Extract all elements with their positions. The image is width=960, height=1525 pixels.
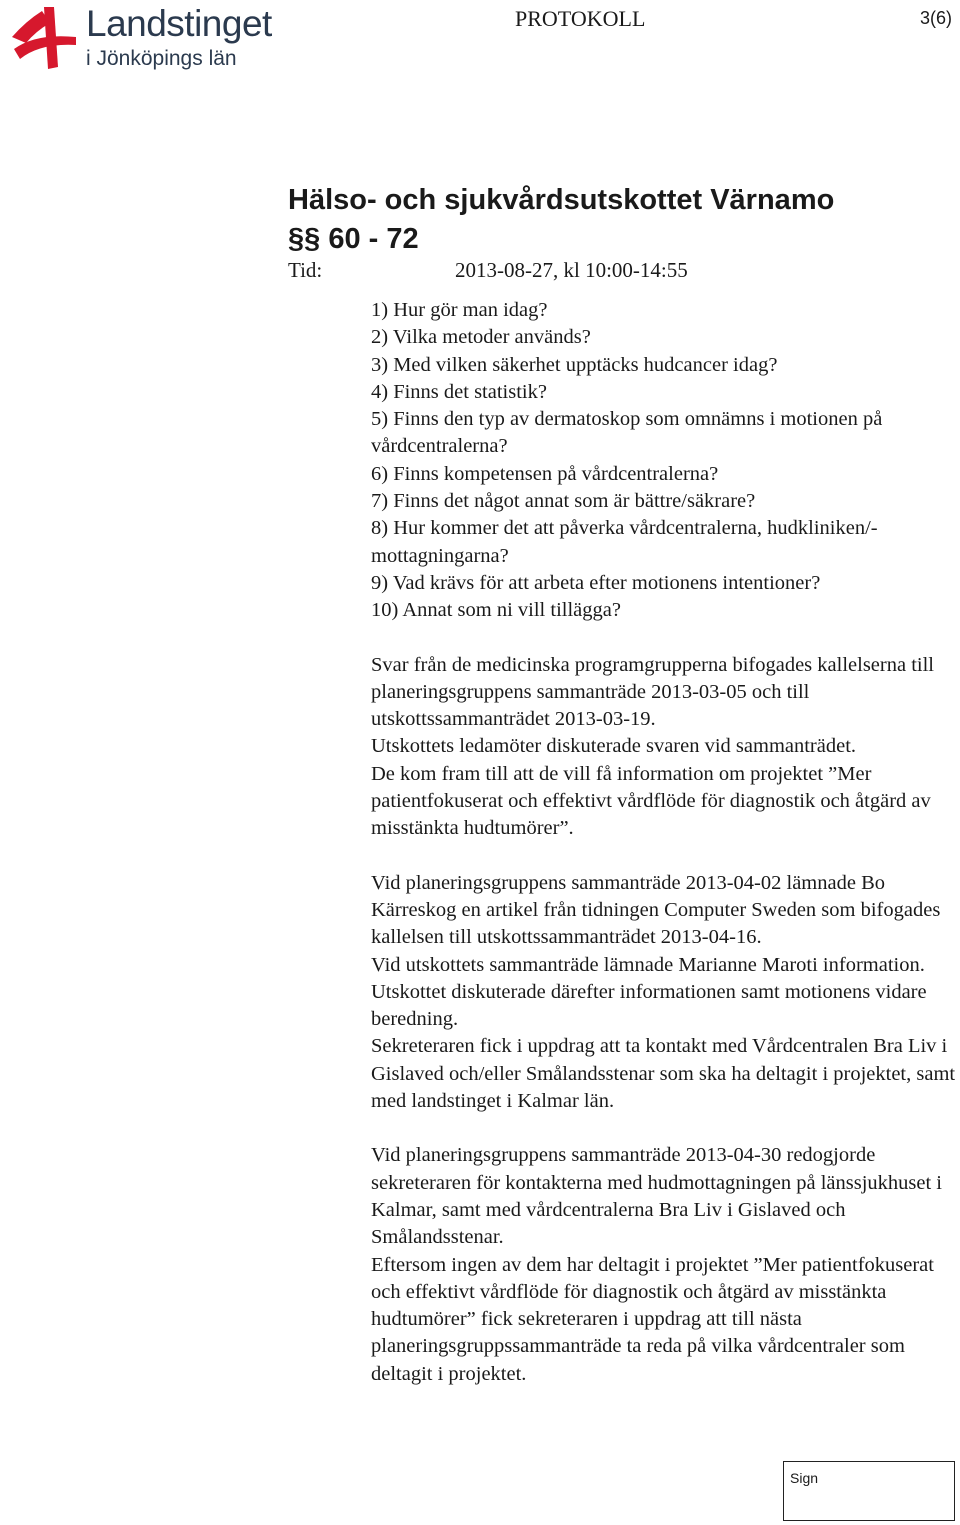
sign-label: Sign (790, 1470, 819, 1486)
question-item: 10) Annat som ni vill tillägga? (371, 599, 621, 622)
question-item: 8) Hur kommer det att påverka vårdcentralerna, hudkliniken/-mottagningarna? (371, 517, 878, 567)
question-list (371, 297, 956, 625)
paragraph: Vid planeringsgruppens sammanträde 2013-04-02 lämnade Bo Kärreskog en artikel från tidningen Computer Sweden som bifogades kallelsen till utskottssammanträdet 2013-04-16. (371, 871, 941, 949)
question-item: 7) Finns det något annat som är bättre/säkrare? (371, 490, 756, 513)
question-item: 2) Vilka metoder används? (371, 326, 591, 349)
question-item: 9) Vad krävs för att arbeta efter motionens intentioner? (371, 571, 821, 594)
question-item: 4) Finns det statistik? (371, 380, 547, 403)
paragraph: Vid utskottets sammanträde lämnade Marianne Maroti information. Utskottet diskuterade därefter informationen samt motionens vidare beredning. (371, 953, 927, 1031)
logo-mark-icon (6, 3, 80, 71)
logo-region: i Jönköpings län (86, 47, 237, 70)
landstinget-logo (6, 3, 326, 73)
time-value: 2013-08-27, kl 10:00-14:55 (455, 258, 688, 282)
document-body (371, 297, 956, 1388)
paragraph: Vid planeringsgruppens sammanträde 2013-04-30 redogjorde sekreteraren för kontakterna med hudmottagningen på länssjukhuset i Kalmar, samt med vårdcentralerna Bra Liv i Gislaved och Smålandsstenar. (371, 1144, 942, 1249)
section-reference: §§ 60 - 72 (288, 223, 419, 255)
time-label: Tid: (288, 258, 323, 282)
paragraph: De kom fram till att de vill få information om projektet ”Mer patientfokuserat och effektivt vårdflöde för diagnostik och åtgärd av misstänkta hudtumörer”. (371, 762, 931, 840)
signature-box (783, 1461, 955, 1521)
paragraph: Sekreteraren fick i uppdrag att ta kontakt med Vårdcentralen Bra Liv i Gislaved och/eller Smålandsstenar som ska ha deltagit i projektet, samt med landstinget i Kalmar län. (371, 1035, 956, 1113)
question-item: 3) Med vilken säkerhet upptäcks hudcancer idag? (371, 353, 778, 376)
page-title: Hälso- och sjukvårdsutskottet Värnamo (288, 184, 835, 216)
question-item: 1) Hur gör man idag? (371, 299, 548, 321)
paragraph: Eftersom ingen av dem har deltagit i projektet ”Mer patientfokuserat och effektivt vårdflöde för diagnostik och åtgärd av misstänkta hudtumörer” fick sekreteraren i uppdrag att till nästa planeringsgruppssammanträde ta reda på vilka vårdcentraler som deltagit i projektet. (371, 1253, 934, 1385)
document-type: PROTOKOLL (515, 6, 646, 31)
logo-name: Landstinget (86, 3, 272, 44)
paragraph: Utskottets ledamöter diskuterade svaren vid sammanträdet. (371, 735, 857, 758)
page-number: 3(6) (920, 8, 953, 28)
paragraph: Svar från de medicinska programgrupperna bifogades kallelserna till planeringsgruppens sammanträde 2013-03-05 och till utskottssammanträdet 2013-03-19. (371, 653, 934, 731)
question-item: 6) Finns kompetensen på vårdcentralerna? (371, 462, 719, 485)
question-item: 5) Finns den typ av dermatoskop som omnämns i motionen på vårdcentralerna? (371, 408, 883, 458)
